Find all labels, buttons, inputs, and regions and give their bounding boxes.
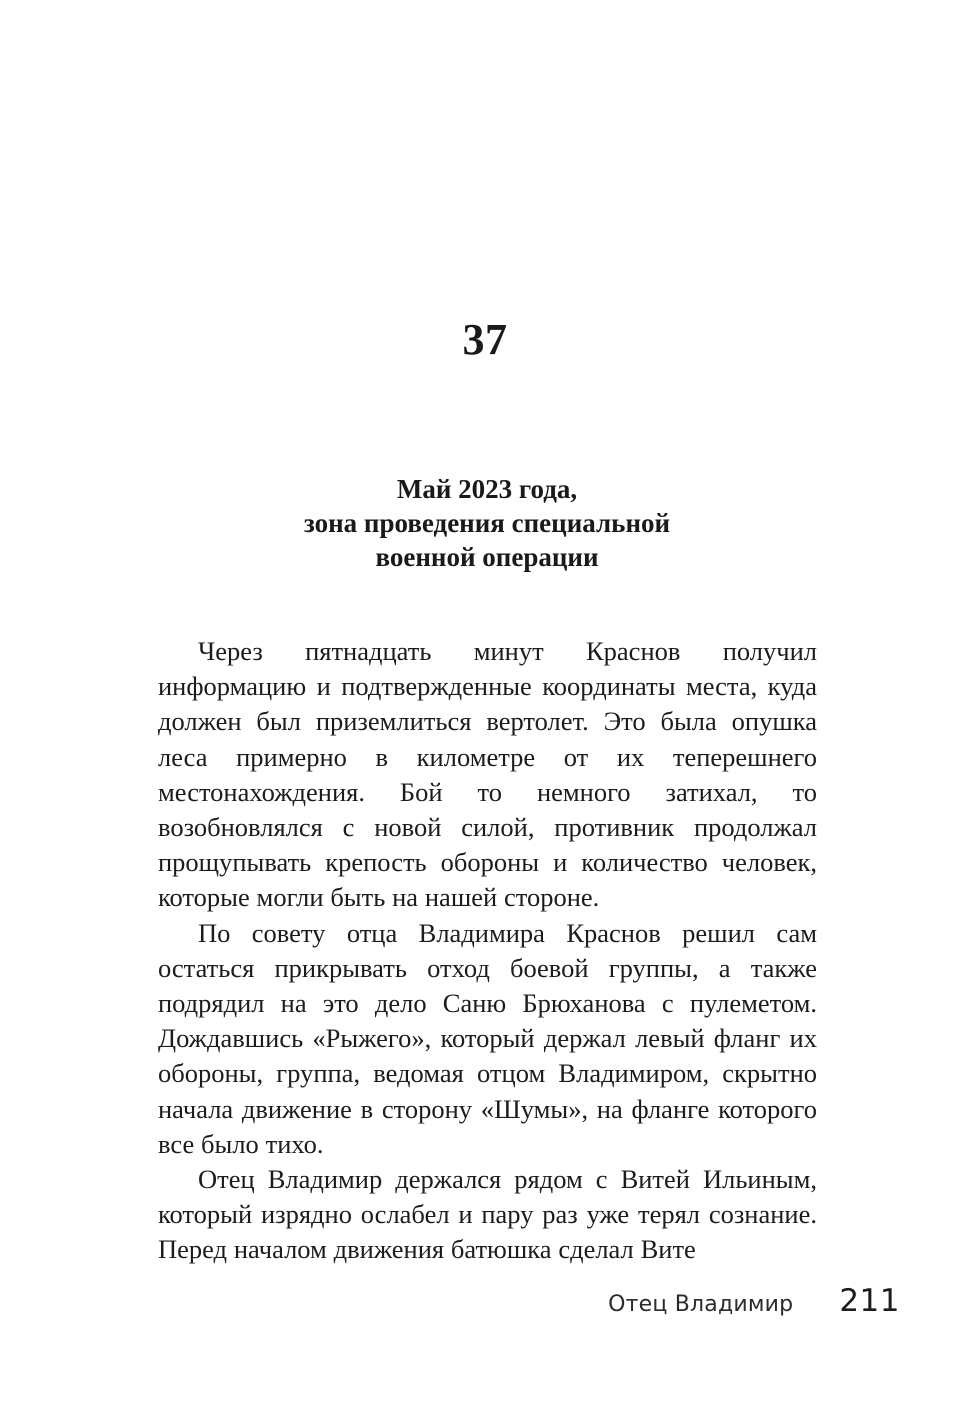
scene-heading-line-3: военной операции <box>375 542 599 572</box>
body-text <box>158 634 817 1268</box>
paragraph: По совету отца Владимира Краснов решил сам остаться прикрывать отход боевой группы, а также подрядил на это дело Саню Брюханова с пулеметом. Дождавшись «Рыжего», который держал левый фланг их обороны, группа, ведомая отцом Владимиром, скрытно начала движение в сторону «Шумы», на фланге которого все было тихо. <box>158 917 817 1159</box>
page-footer <box>158 1283 900 1320</box>
scene-heading <box>158 472 816 574</box>
running-head: Отец Владимир <box>608 1292 794 1317</box>
scene-heading-line-2: зона проведения специальной <box>303 508 671 538</box>
paragraph: Отец Владимир держался рядом с Витей Ильиным, который изрядно ослабел и пару раз уже терял сознание. Перед началом движения батюшка сделал Вите <box>158 1164 817 1265</box>
scene-heading-line-1: Май 2023 года, <box>396 474 578 504</box>
paragraph: Через пятнадцать минут Краснов получил информацию и подтвержденные координаты места, куда должен был приземлиться вертолет. Это была опушка леса примерно в километре от их теперешнего местонахождения. Бой то немного затихал, то возобновлялся с новой силой, противник продолжал прощупывать крепость обороны и количество человек, которые могли быть на нашей стороне. <box>158 636 817 913</box>
chapter-number: 37 <box>462 315 508 364</box>
page-number: 211 <box>839 1283 900 1319</box>
